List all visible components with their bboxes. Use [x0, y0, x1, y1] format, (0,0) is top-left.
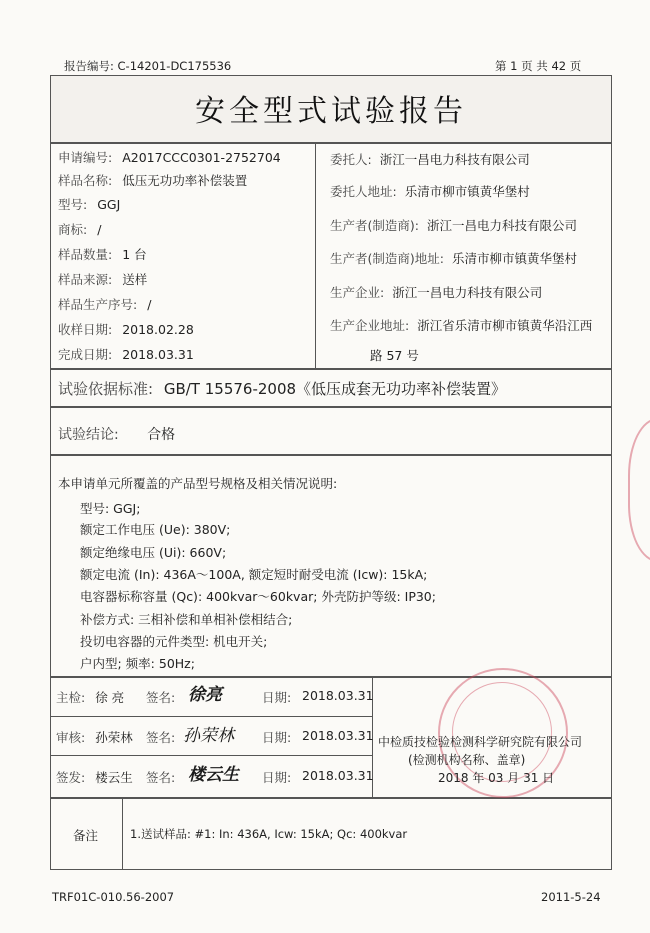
field-factory-address: 生产企业地址: 浙江省乐清市柳市镇黄华沿江西: [330, 318, 593, 333]
signature-label: 签名:: [146, 730, 176, 745]
scope-intro: 本申请单元所覆盖的产品型号规格及相关情况说明:: [58, 476, 338, 491]
footer-form-code: TRF01C-010.56-2007: [52, 890, 175, 904]
scope-line: 额定绝缘电压 (Ui): 660V;: [80, 545, 227, 560]
signature-date: 2018.03.31: [302, 768, 374, 783]
signature-date: 2018.03.31: [302, 688, 374, 703]
field-manufacturer: 生产者(制造商): 浙江一昌电力科技有限公司: [330, 218, 577, 233]
info-divider: [315, 143, 316, 369]
report-title: 安全型式试验报告: [195, 94, 467, 129]
scope-line: 投切电容器的元件类型: 机电开关;: [80, 634, 268, 649]
field-application-no: 申请编号: A2017CCC0301-2752704: [58, 150, 281, 165]
institution-date: 2018 年 03 月 31 日: [438, 771, 555, 785]
footer-date: 2011-5-24: [541, 890, 601, 904]
handwritten-signature: 孙荣林: [183, 726, 234, 746]
remark-divider: [122, 798, 123, 870]
report-number-value: C-14201-DC175536: [117, 59, 232, 73]
test-standard: 试验依据标准: GB/T 15576-2008《低压成套无功功率补偿装置》: [58, 380, 507, 398]
field-sample-source: 样品来源: 送样: [58, 272, 148, 287]
test-conclusion: 试验结论: 合格: [58, 427, 176, 443]
scope-line: 电容器标称容量 (Qc): 400kvar～60kvar; 外壳防护等级: IP30;: [80, 589, 436, 604]
field-completed-date: 完成日期: 2018.03.31: [58, 347, 194, 362]
field-factory: 生产企业: 浙江一昌电力科技有限公司: [330, 285, 543, 300]
signature-role: 审核: 孙荣林: [56, 730, 133, 745]
field-client: 委托人: 浙江一昌电力科技有限公司: [330, 152, 530, 167]
handwritten-signature: 徐亮: [188, 685, 222, 705]
signature-label: 签名:: [146, 770, 176, 785]
date-label: 日期:: [262, 770, 292, 785]
remark-label: 备注: [73, 828, 99, 843]
scope-line: 型号: GGJ;: [80, 501, 141, 516]
conclusion-value: 合格: [147, 427, 176, 443]
date-label: 日期:: [262, 690, 292, 705]
scope-line: 户内型; 频率: 50Hz;: [80, 656, 195, 671]
signature-label: 签名:: [146, 690, 176, 705]
signature-role: 签发: 楼云生: [56, 770, 133, 785]
report-number: [64, 58, 231, 74]
field-client-address: 委托人地址: 乐清市柳市镇黄华堡村: [330, 184, 530, 199]
field-received-date: 收样日期: 2018.02.28: [58, 322, 194, 337]
field-trademark: 商标: /: [58, 222, 102, 237]
field-model: 型号: GGJ: [58, 197, 121, 212]
remark-text: 1.送试样品: #1: In: 436A, Icw: 15kA; Qc: 400kvar: [130, 827, 408, 841]
handwritten-signature: 楼云生: [188, 765, 239, 785]
field-manufacturer-address: 生产者(制造商)地址: 乐清市柳市镇黄华堡村: [330, 251, 577, 266]
signature-row-line: [50, 716, 372, 717]
scope-line: 额定工作电压 (Ue): 380V;: [80, 522, 231, 537]
edge-seal: [628, 418, 650, 562]
report-number-label: 报告编号:: [64, 59, 114, 73]
signature-row-line: [50, 755, 372, 756]
signature-date: 2018.03.31: [302, 728, 374, 743]
page-info: 第 1 页 共 42 页: [495, 59, 582, 73]
signature-role: 主检: 徐 亮: [56, 690, 125, 705]
field-factory-address-cont: 路 57 号: [370, 348, 419, 363]
scope-line: 补偿方式: 三相补偿和单相补偿相结合;: [80, 612, 293, 627]
date-label: 日期:: [262, 730, 292, 745]
institution-name: 中检质技检验检测科学研究院有限公司: [378, 735, 583, 749]
field-sample-serial: 样品生产序号: /: [58, 297, 152, 312]
field-sample-name: 样品名称: 低压无功功率补偿装置: [58, 173, 248, 188]
scope-line: 额定电流 (In): 436A～100A, 额定短时耐受电流 (Icw): 15kA;: [80, 567, 428, 582]
institution-note: (检测机构名称、盖章): [408, 753, 526, 767]
field-sample-quantity: 样品数量: 1 台: [58, 247, 147, 262]
